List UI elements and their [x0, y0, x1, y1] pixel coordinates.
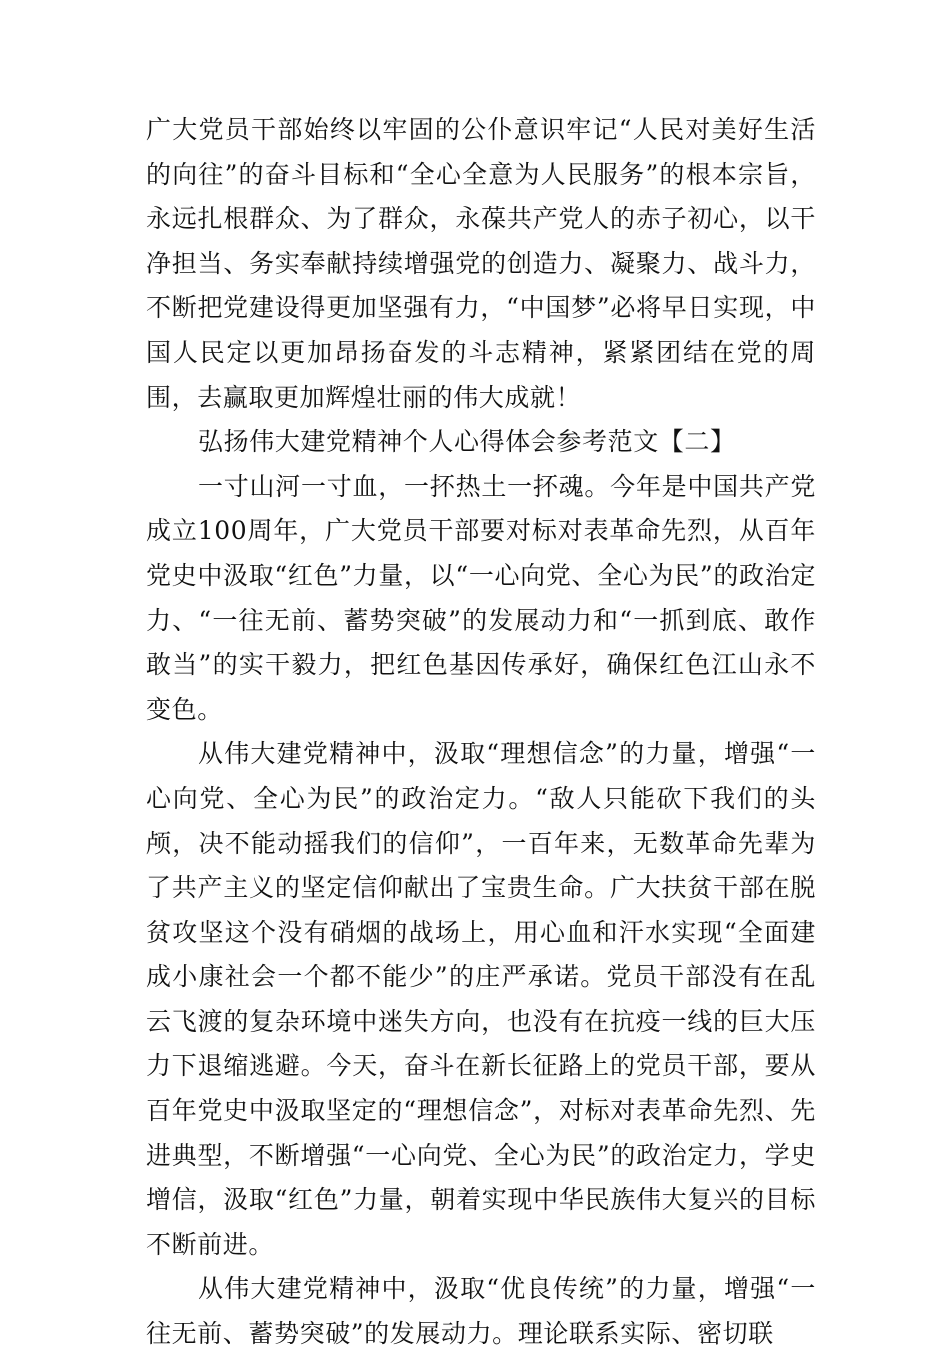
body-paragraph: 广大党员干部始终以牢固的公仆意识牢记“人民对美好生活的向往”的奋斗目标和“全心全意为人民服务”的根本宗旨，永远扎根群众、为了群众，永葆共产党人的赤子初心，以干净担当、务实奉献持续增强党的创造力、凝聚力、战斗力，不断把党建设得更加坚强有力，“中国梦”必将早日实现，中国人民定以更加昂扬奋发的斗志精神，紧紧团结在党的周围，去赢取更加辉煌壮丽的伟大成就！: [146, 115, 816, 412]
body-paragraph: 从伟大建党精神中，汲取“优良传统”的力量，增强“一往无前、蓄势突破”的发展动力。理论联系实际、密切联: [146, 1274, 816, 1349]
document-page: [146, 108, 816, 1357]
section-heading: 弘扬伟大建党精神个人心得体会参考范文【二】: [198, 427, 736, 457]
body-paragraph: 一寸山河一寸血，一抔热土一抔魂。今年是中国共产党成立100周年，广大党员干部要对标对表革命先烈，从百年党史中汲取“红色”力量，以“一心向党、全心为民”的政治定力、“一往无前、蓄势突破”的发展动力和“一抓到底、敢作敢当”的实干毅力，把红色基因传承好，确保红色江山永不变色。: [146, 471, 816, 724]
body-paragraph: 从伟大建党精神中，汲取“理想信念”的力量，增强“一心向党、全心为民”的政治定力。“敌人只能砍下我们的头颅，决不能动摇我们的信仰”，一百年来，无数革命先辈为了共产主义的坚定信仰献出了宝贵生命。广大扶贫干部在脱贫攻坚这个没有硝烟的战场上，用心血和汗水实现“全面建成小康社会一个都不能少”的庄严承诺。党员干部没有在乱云飞渡的复杂环境中迷失方向，也没有在抗疫一线的巨大压力下退缩逃避。今天，奋斗在新长征路上的党员干部，要从百年党史中汲取坚定的“理想信念”，对标对表革命先烈、先进典型，不断增强“一心向党、全心为民”的政治定力，学史增信，汲取“红色”力量，朝着实现中华民族伟大复兴的目标不断前进。: [146, 739, 816, 1259]
